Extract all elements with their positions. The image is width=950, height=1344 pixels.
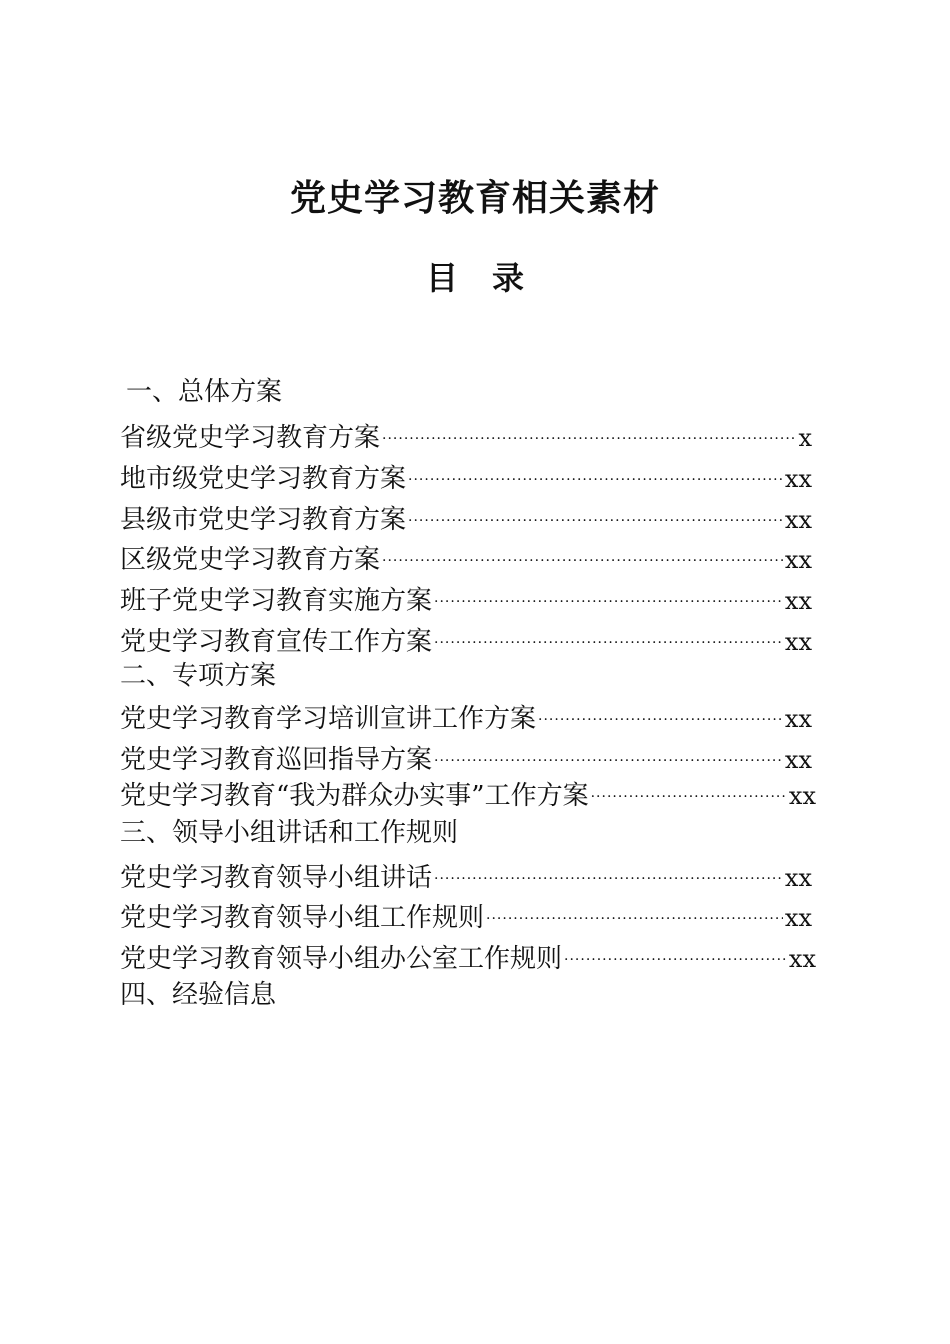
dot-leader [564,942,787,978]
toc-entry[interactable] [120,420,812,460]
toc-entry-page: xx [784,705,812,733]
toc-entry-label: 区级党史学习教育方案 [120,545,381,575]
toc-section-heading: 一、总体方案 [126,377,283,407]
toc-entry-label: 党史学习教育学习培训宣讲工作方案 [120,704,537,734]
dot-leader [382,543,783,579]
toc-entry-page: xx [784,746,812,774]
toc-entry-page: xx [784,546,812,574]
dot-leader [434,743,783,779]
toc-entry[interactable] [120,860,812,900]
toc-entry[interactable] [120,461,812,501]
document-title: 党史学习教育相关素材 [289,177,660,219]
toc-heading-char-1: 目 [425,259,458,297]
toc-entry[interactable] [120,701,812,741]
toc-entry[interactable] [120,778,816,818]
toc-entry-label: 党史学习教育宣传工作方案 [120,627,433,657]
toc-heading-char-2: 录 [492,259,525,297]
toc-entry-label: 班子党史学习教育实施方案 [120,586,433,616]
toc-entry[interactable] [120,941,816,981]
toc-entry-page: x [798,424,812,452]
toc-heading [0,256,950,300]
toc-entry-label: 县级市党史学习教育方案 [120,505,407,535]
toc-entry-label: 党史学习教育领导小组办公室工作规则 [120,944,563,974]
toc-section-heading: 二、专项方案 [120,661,277,691]
dot-leader [382,421,796,457]
toc-entry-page: xx [788,782,816,810]
dot-leader [486,901,783,937]
toc-entry-label: 党史学习教育领导小组讲话 [120,863,433,893]
dot-leader [408,462,783,498]
toc-entry-label: 党史学习教育巡回指导方案 [120,745,433,775]
toc-entry-label: 党史学习教育“我为群众办实事”工作方案 [120,781,589,811]
toc-entry-page: xx [784,587,812,615]
toc-entry-page: xx [784,465,812,493]
toc-entry-page: xx [784,628,812,656]
toc-entry-label: 省级党史学习教育方案 [120,423,381,453]
toc-section-heading: 三、领导小组讲话和工作规则 [120,818,459,848]
toc-entry[interactable] [120,502,812,542]
dot-leader [434,625,783,661]
toc-section-heading: 四、经验信息 [120,980,277,1010]
toc-entry-label: 党史学习教育领导小组工作规则 [120,903,485,933]
toc-entry-page: xx [784,864,812,892]
toc-entry[interactable] [120,900,812,940]
dot-leader [434,584,783,620]
dot-leader [591,779,787,815]
toc-entry-page: xx [784,506,812,534]
toc-entry-page: xx [788,945,816,973]
toc-entry[interactable] [120,742,812,782]
toc-entry-page: xx [784,904,812,932]
dot-leader [434,861,783,897]
dot-leader [408,503,783,539]
toc-entry-label: 地市级党史学习教育方案 [120,464,407,494]
toc-entry[interactable] [120,542,812,582]
dot-leader [538,702,783,738]
toc-entry[interactable] [120,583,812,623]
